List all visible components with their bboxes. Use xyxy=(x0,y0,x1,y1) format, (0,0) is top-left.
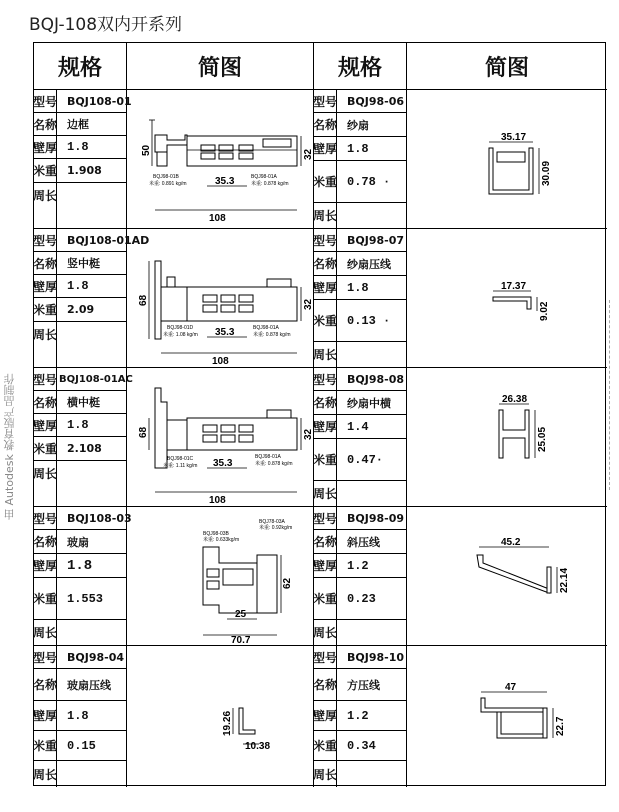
label-name: 名称 xyxy=(34,252,57,275)
value-name: 方压线 xyxy=(337,669,407,701)
value-weight: 0.15 xyxy=(57,731,127,761)
part-b-weight: 米重: 0.878 kg/m xyxy=(253,332,291,338)
label-weight: 米重 xyxy=(34,298,57,322)
diagram-bqj98-10 xyxy=(407,646,607,787)
profile-block-bqj108-01ad xyxy=(34,229,314,368)
part-a-weight: 米重: 1.11 kg/m xyxy=(163,463,198,469)
value-weight: 0.13 · xyxy=(337,300,407,342)
diagram-bqj98-06 xyxy=(407,90,607,229)
value-perimeter xyxy=(57,620,127,646)
dim-height2: 32 xyxy=(303,428,314,440)
dim-mid: 35.3 xyxy=(215,176,235,187)
part-a-code: BQJ98-03B xyxy=(203,531,229,537)
dim-total: 108 xyxy=(209,213,226,224)
value-wall: 1.8 xyxy=(337,276,407,300)
dim-height: 68 xyxy=(138,426,149,438)
value-model: BQJ98-06 xyxy=(337,90,407,113)
value-weight: 2.09 xyxy=(57,298,127,322)
profile-block-bqj98-08 xyxy=(314,368,607,507)
value-weight: 1.908 xyxy=(57,159,127,183)
part-a-code: BQJ98-01B xyxy=(153,174,179,180)
value-name: 边框 xyxy=(57,113,127,136)
label-model: 型号 xyxy=(314,507,337,530)
value-model: BQJ98-09 xyxy=(337,507,407,530)
glazing-bead-drawing xyxy=(127,646,314,787)
label-weight: 米重 xyxy=(314,578,337,620)
dim-height: 30.09 xyxy=(541,160,552,186)
value-wall: 1.8 xyxy=(57,554,127,578)
label-name: 名称 xyxy=(314,530,337,554)
profile-block-bqj98-10 xyxy=(314,646,607,787)
label-model: 型号 xyxy=(34,90,57,113)
label-model: 型号 xyxy=(34,229,57,252)
dim-total: 108 xyxy=(209,495,226,506)
diagram-bqj108-03 xyxy=(127,507,314,646)
value-perimeter xyxy=(337,761,407,787)
value-name: 玻扇 xyxy=(57,530,127,554)
profile-block-bqj98-07 xyxy=(314,229,607,368)
value-model: BQJ98-08 xyxy=(337,368,407,391)
label-name: 名称 xyxy=(314,669,337,701)
label-perimeter: 周长 xyxy=(34,620,57,646)
diagram-bqj108-01 xyxy=(127,90,314,229)
label-weight: 米重 xyxy=(34,437,57,461)
label-perimeter: 周长 xyxy=(34,761,57,787)
frame-profile-drawing xyxy=(127,90,314,229)
label-perimeter: 周长 xyxy=(314,481,337,507)
page-title: BQJ-108双内开系列 xyxy=(29,15,183,35)
mullion-profile-drawing xyxy=(127,229,314,368)
label-wall: 壁厚 xyxy=(314,276,337,300)
bevel-bead-drawing xyxy=(407,507,607,646)
value-perimeter xyxy=(337,342,407,368)
transom-profile-drawing xyxy=(127,368,314,507)
value-weight: 0.78 · xyxy=(337,161,407,203)
part-a-weight: 米重: 0.633kg/m xyxy=(203,537,240,543)
part-b-code: BQJ98-01A xyxy=(253,325,279,331)
diagram-bqj98-04 xyxy=(127,646,314,787)
part-b-weight: 米重: 0.878 kg/m xyxy=(255,461,293,467)
dim-height2: 32 xyxy=(303,148,314,160)
part-a-code: BQJ98-01C xyxy=(167,456,194,462)
value-name: 纱扇 xyxy=(337,113,407,137)
value-weight: 0.23 xyxy=(337,578,407,620)
value-perimeter xyxy=(57,183,127,229)
profile-block-bqj108-01ac xyxy=(34,368,314,507)
label-name: 名称 xyxy=(314,252,337,276)
value-model: BQJ108-01AC xyxy=(57,368,127,391)
value-model: BQJ108-01AD xyxy=(57,229,127,252)
label-model: 型号 xyxy=(34,646,57,669)
value-model: BQJ108-01 xyxy=(57,90,127,113)
value-name: 纱扇中横 xyxy=(337,391,407,415)
label-name: 名称 xyxy=(314,113,337,137)
part-b-code: BQJ98-01A xyxy=(251,174,277,180)
label-perimeter: 周长 xyxy=(34,183,57,229)
value-wall: 1.2 xyxy=(337,701,407,731)
header-spec-right: 规格 xyxy=(314,43,407,90)
label-name: 名称 xyxy=(34,530,57,554)
value-model: BQJ98-10 xyxy=(337,646,407,669)
label-perimeter: 周长 xyxy=(314,761,337,787)
value-name: 斜压线 xyxy=(337,530,407,554)
edge-marks xyxy=(609,300,614,490)
value-model: BQJ98-04 xyxy=(57,646,127,669)
label-model: 型号 xyxy=(314,368,337,391)
dim-height: 22.7 xyxy=(555,716,566,736)
value-wall: 1.8 xyxy=(57,414,127,437)
diagram-bqj108-01ad xyxy=(127,229,314,368)
diagram-bqj98-09 xyxy=(407,507,607,646)
label-weight: 米重 xyxy=(314,161,337,203)
profile-block-bqj98-09 xyxy=(314,507,607,646)
value-name: 横中梃 xyxy=(57,391,127,414)
label-weight: 米重 xyxy=(314,731,337,761)
square-bead-drawing xyxy=(407,646,607,787)
dim-mid: 35.3 xyxy=(213,458,233,469)
profile-block-bqj108-01 xyxy=(34,90,314,229)
profile-block-bqj98-04 xyxy=(34,646,314,787)
part-a-weight: 米重: 0.891 kg/m xyxy=(149,181,187,187)
label-perimeter: 周长 xyxy=(34,461,57,507)
label-model: 型号 xyxy=(314,646,337,669)
label-wall: 壁厚 xyxy=(34,554,57,578)
value-perimeter xyxy=(337,620,407,646)
label-model: 型号 xyxy=(314,229,337,252)
label-wall: 壁厚 xyxy=(34,701,57,731)
dim-height: 19.26 xyxy=(222,710,233,736)
dim-height: 68 xyxy=(138,294,149,306)
value-wall: 1.8 xyxy=(337,137,407,161)
dim-mid: 25 xyxy=(235,609,247,620)
label-model: 型号 xyxy=(34,507,57,530)
value-wall: 1.8 xyxy=(57,136,127,159)
dim-height: 62 xyxy=(282,577,293,589)
label-model: 型号 xyxy=(314,90,337,113)
label-name: 名称 xyxy=(34,669,57,701)
dim-mid: 35.3 xyxy=(215,327,235,338)
label-model: 型号 xyxy=(34,368,57,391)
value-name: 玻扇压线 xyxy=(57,669,127,701)
label-perimeter: 周长 xyxy=(314,342,337,368)
screen-bead-drawing xyxy=(407,229,607,368)
label-wall: 壁厚 xyxy=(314,554,337,578)
diagram-bqj98-08 xyxy=(407,368,607,507)
dim-width: 35.17 xyxy=(501,132,527,143)
label-name: 名称 xyxy=(34,391,57,414)
value-wall: 1.4 xyxy=(337,415,407,439)
profile-block-bqj108-03 xyxy=(34,507,314,646)
dim-width: 45.2 xyxy=(501,537,521,548)
value-weight: 1.553 xyxy=(57,578,127,620)
value-wall: 1.8 xyxy=(57,275,127,298)
header-diagram-left: 简图 xyxy=(127,43,314,90)
part-a-weight: 米重: 1.08 kg/m xyxy=(163,332,198,338)
label-weight: 米重 xyxy=(314,439,337,481)
part-b-weight: 米重: 0.92kg/m xyxy=(259,525,293,531)
dim-total: 108 xyxy=(212,356,229,367)
dim-width: 10.38 xyxy=(245,741,271,752)
label-weight: 米重 xyxy=(34,159,57,183)
value-perimeter xyxy=(57,322,127,368)
value-weight: 0.47· xyxy=(337,439,407,481)
header-spec-left: 规格 xyxy=(34,43,127,90)
value-weight: 0.34 xyxy=(337,731,407,761)
part-b-weight: 米重: 0.878 kg/m xyxy=(251,181,289,187)
dim-width: 47 xyxy=(505,682,517,693)
value-name: 竖中梃 xyxy=(57,252,127,275)
value-perimeter xyxy=(57,461,127,507)
dim-width: 26.38 xyxy=(502,394,528,405)
header-diagram-right: 简图 xyxy=(407,43,607,90)
value-name: 纱扇压线 xyxy=(337,252,407,276)
label-perimeter: 周长 xyxy=(314,203,337,229)
dim-height: 50 xyxy=(141,144,152,156)
label-weight: 米重 xyxy=(34,578,57,620)
value-perimeter xyxy=(337,203,407,229)
label-wall: 壁厚 xyxy=(314,415,337,439)
part-b-code: BQJ98-01A xyxy=(255,454,281,460)
value-perimeter xyxy=(57,761,127,787)
label-perimeter: 周长 xyxy=(314,620,337,646)
label-wall: 壁厚 xyxy=(34,275,57,298)
value-model: BQJ108-03 xyxy=(57,507,127,530)
dim-total: 70.7 xyxy=(231,635,251,646)
dim-height: 9.02 xyxy=(539,301,550,321)
label-wall: 壁厚 xyxy=(314,137,337,161)
sash-profile-drawing xyxy=(127,507,314,646)
label-wall: 壁厚 xyxy=(34,414,57,437)
value-wall: 1.8 xyxy=(57,701,127,731)
value-model: BQJ98-07 xyxy=(337,229,407,252)
part-a-code: BQJ98-01D xyxy=(167,325,194,331)
value-wall: 1.2 xyxy=(337,554,407,578)
label-wall: 壁厚 xyxy=(314,701,337,731)
label-weight: 米重 xyxy=(34,731,57,761)
label-perimeter: 周长 xyxy=(34,322,57,368)
spec-table xyxy=(33,42,606,786)
dim-height2: 32 xyxy=(303,298,314,310)
part-b-code: BQJ78-03A xyxy=(259,519,285,525)
screen-transom-drawing xyxy=(407,368,607,507)
diagram-bqj108-01ac xyxy=(127,368,314,507)
label-weight: 米重 xyxy=(314,300,337,342)
screen-sash-drawing xyxy=(407,90,607,229)
label-name: 名称 xyxy=(314,391,337,415)
label-name: 名称 xyxy=(34,113,57,136)
dim-height: 22.14 xyxy=(559,567,570,593)
watermark-text: 由 Autodesk 教育版产品制作 xyxy=(3,373,16,520)
value-weight: 2.108 xyxy=(57,437,127,461)
diagram-bqj98-07 xyxy=(407,229,607,368)
value-perimeter xyxy=(337,481,407,507)
dim-height: 25.05 xyxy=(537,426,548,452)
profile-block-bqj98-06 xyxy=(314,90,607,229)
dim-width: 17.37 xyxy=(501,281,527,292)
label-wall: 壁厚 xyxy=(34,136,57,159)
